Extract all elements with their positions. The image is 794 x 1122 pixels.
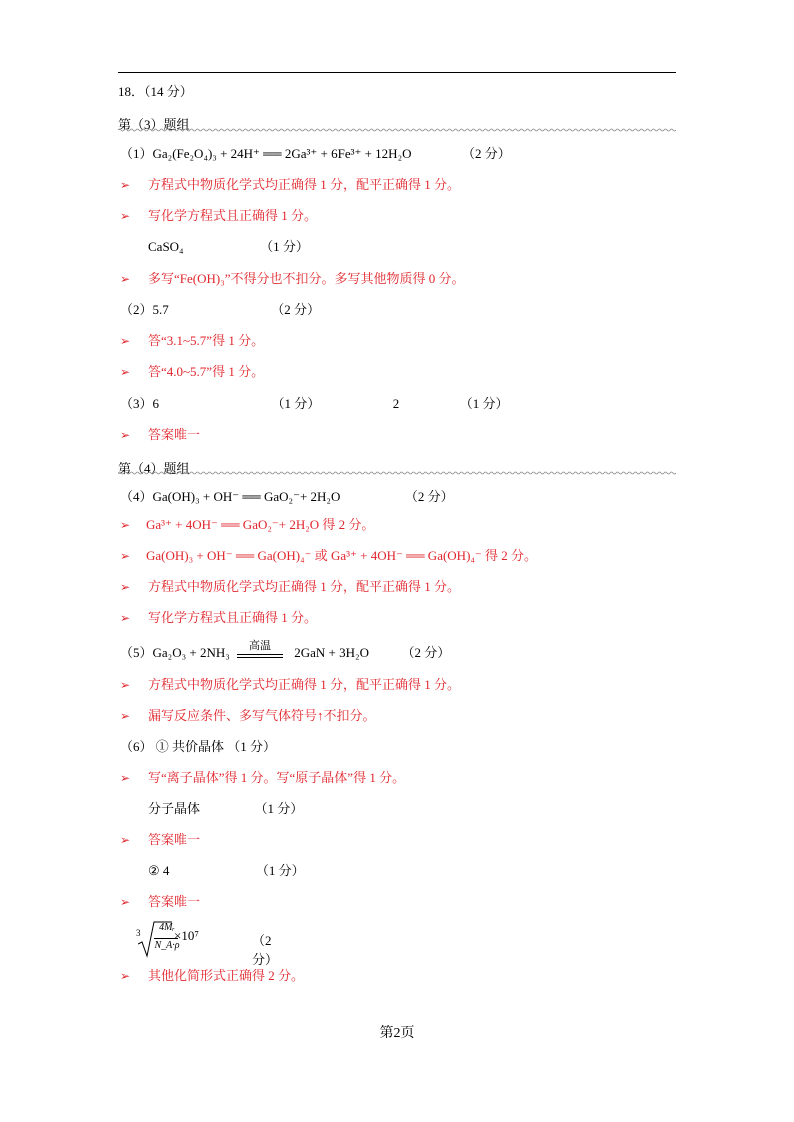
- q2-answer-row: [120, 302, 320, 318]
- formula-numerator: 4Mᵣ: [159, 922, 175, 933]
- arrow-bullet-icon: ➢: [120, 272, 131, 286]
- arrow-bullet-icon: ➢: [120, 334, 131, 348]
- top-rule: [118, 72, 676, 73]
- arrow-bullet-icon: ➢: [120, 895, 131, 909]
- arrow-bullet-icon: ➢: [120, 365, 131, 379]
- q5-condition: 高温: [249, 640, 272, 653]
- q6-answer2-row: [148, 801, 303, 817]
- q6-formula: [134, 920, 294, 967]
- q5-note2: 漏写反应条件、多写气体符号↑不扣分。: [148, 708, 376, 723]
- arrow-bullet-icon: ➢: [120, 580, 131, 594]
- arrow-bullet-icon: ➢: [120, 611, 131, 625]
- q4-equation: （4）Ga(OH)₃ + OH⁻ ══ GaO₂⁻+ 2H₂O: [120, 489, 341, 504]
- q4-note3: 方程式中物质化学式均正确得 1 分，配平正确得 1 分。: [148, 579, 461, 594]
- q1-answer2-row: [148, 239, 309, 255]
- reaction-arrow: [237, 640, 283, 662]
- q2-answer: （2）5.7: [120, 302, 169, 317]
- q6-answer3: ② 4: [148, 863, 170, 878]
- q3-score-b: （1 分）: [459, 396, 509, 411]
- q6-note1: 写“离子晶体”得 1 分。写“原子晶体”得 1 分。: [148, 770, 406, 785]
- arrow-bullet-icon: ➢: [120, 209, 131, 223]
- page-number: 第2页: [379, 1026, 415, 1041]
- q5-note1: 方程式中物质化学式均正确得 1 分，配平正确得 1 分。: [148, 677, 461, 692]
- q3-score-a: （1 分）: [271, 396, 321, 411]
- q1-note3: 多写“Fe(OH)₃”不得分也不扣分。多写其他物质得 0 分。: [148, 271, 465, 286]
- group4-wavy-underline: [118, 471, 676, 475]
- arrow-bullet-icon: ➢: [120, 709, 131, 723]
- q6-answer2: 分子晶体: [148, 801, 201, 816]
- formula-denominator: N_A·ρ: [154, 940, 180, 951]
- q6-note4: 其他化简形式正确得 2 分。: [148, 968, 305, 983]
- q1-score: （2 分）: [462, 146, 511, 161]
- q1-equation: （1）Ga₂(Fe₂O₄)₃ + 24H⁺ ══ 2Ga³⁺ + 6Fe³⁺ + 12H₂O: [120, 146, 412, 161]
- q1-note1: 方程式中物质化学式均正确得 1 分，配平正确得 1 分。: [148, 177, 461, 192]
- q5-rhs: 2GaN + 3H₂O: [294, 645, 369, 660]
- q6-score3: （1 分）: [255, 863, 305, 878]
- arrow-bullet-icon: ➢: [120, 518, 131, 532]
- q3-note1: 答案唯一: [148, 427, 201, 442]
- q6-note2: 答案唯一: [148, 832, 201, 847]
- q4-score: （2 分）: [404, 489, 454, 504]
- q5-score: （2 分）: [401, 645, 451, 660]
- q1-note2: 写化学方程式且正确得 1 分。: [148, 208, 318, 223]
- q3-answer-a: （3）6: [120, 396, 160, 411]
- q1-equation-row: [120, 146, 511, 162]
- q1-answer2: CaSO₄: [148, 239, 184, 254]
- q2-note1: 答“3.1~5.7”得 1 分。: [148, 333, 265, 348]
- q6-part1: （6） ① 共价晶体 （1 分）: [120, 739, 277, 754]
- q5-lhs: （5）Ga₂O₃ + 2NH₃: [120, 645, 230, 660]
- q3-answer-b: 2: [392, 396, 400, 411]
- q1-score2: （1 分）: [260, 239, 309, 254]
- q2-score: （2 分）: [271, 302, 321, 317]
- q4-note1: Ga³⁺ + 4OH⁻ ══ GaO₂⁻+ 2H₂O 得 2 分。: [146, 517, 375, 532]
- q2-note2: 答“4.0~5.7”得 1 分。: [148, 364, 265, 379]
- arrow-bullet-icon: ➢: [120, 969, 131, 983]
- q5-equation-row: [120, 640, 451, 662]
- arrow-bullet-icon: ➢: [120, 549, 131, 563]
- arrow-bullet-icon: ➢: [120, 833, 131, 847]
- arrow-bullet-icon: ➢: [120, 178, 131, 192]
- q3-answer-row: [120, 396, 509, 412]
- q4-equation-row: [120, 489, 454, 505]
- group4-title: 第（4）题组: [118, 461, 190, 476]
- q6-answer3-row: [148, 863, 305, 879]
- group3-title: 第（3）题组: [118, 117, 190, 132]
- q6-score4: （2 分）: [252, 933, 279, 967]
- q4-note4: 写化学方程式且正确得 1 分。: [148, 610, 318, 625]
- root-index: 3: [136, 928, 141, 938]
- q4-note2: Ga(OH)₃ + OH⁻ ══ Ga(OH)₄⁻ 或 Ga³⁺ + 4OH⁻ ══ Ga(OH)₄⁻ 得 2 分。: [146, 548, 538, 563]
- arrow-bullet-icon: ➢: [120, 678, 131, 692]
- q6-score2: （1 分）: [254, 801, 304, 816]
- arrow-bullet-icon: ➢: [120, 428, 131, 442]
- formula-tail: ×10⁷: [174, 928, 199, 943]
- group3-wavy-underline: [118, 128, 676, 132]
- q6-note3: 答案唯一: [148, 894, 201, 909]
- arrow-bullet-icon: ➢: [120, 771, 131, 785]
- question-header: 18．（14 分）: [118, 84, 193, 99]
